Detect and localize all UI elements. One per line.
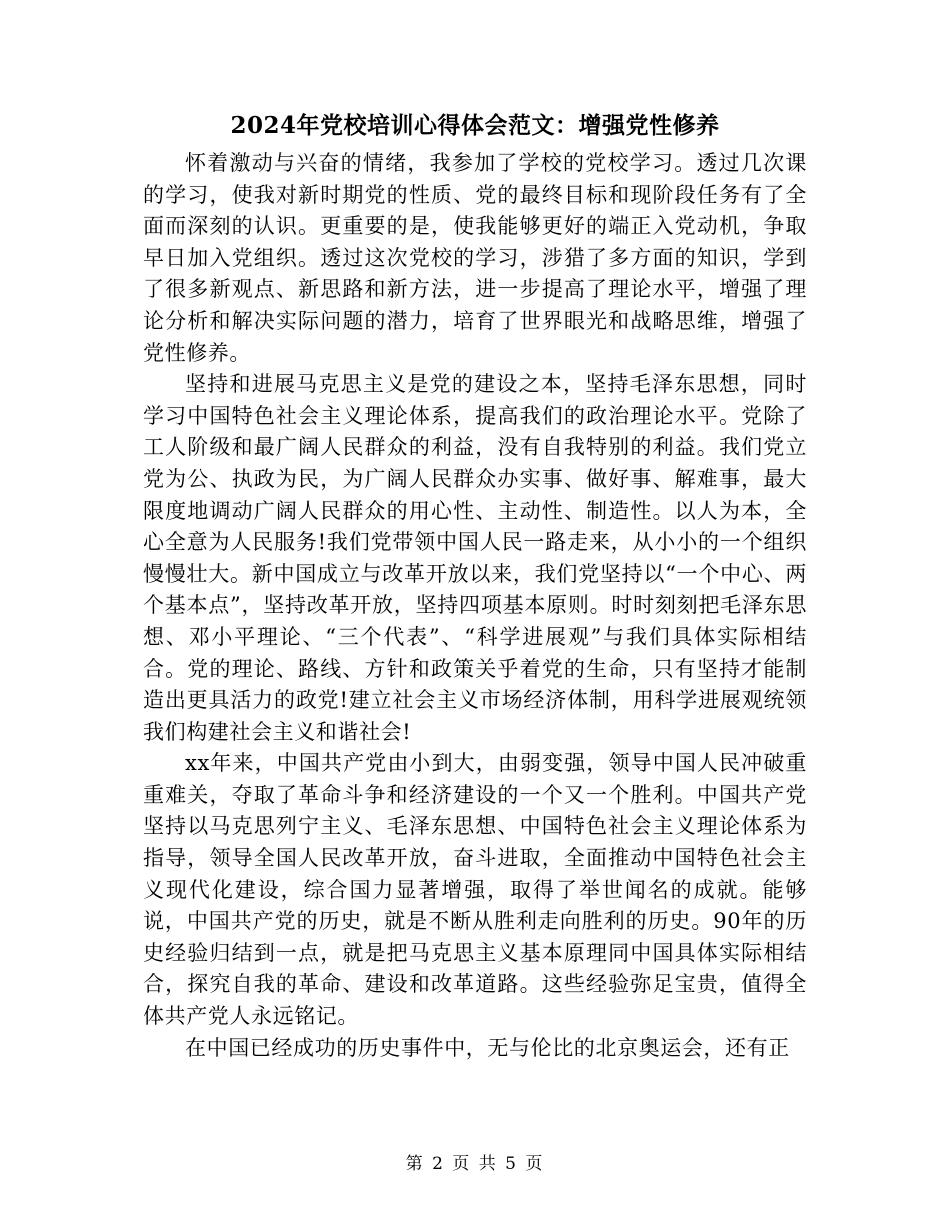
paragraph-4: 在中国已经成功的历史事件中，无与伦比的北京奥运会，还有正 <box>185 1035 790 1060</box>
document-title: 2024年党校培训心得体会范文：增强党性修养 <box>230 112 720 139</box>
paragraph-2: 坚持和进展马克思主义是党的建设之本，坚持毛泽东思想，同时学习中国特色社会主义理论体系，提高我们的政治理论水平。党除了工人阶级和最广阔人民群众的利益，没有自我特别的利益。我们党立党为公、执政为民，为广阔人民群众办实事、做好事、解难事，最大限度地调动广阔人民群众的用心性、主动性、制造性。以人为本，全心全意为人民服务!我们党带领中国人民一路走来，从小小的一个组织慢慢壮大。新中国成立与改革开放以来，我们党坚持以“一个中心、两个基本点”，坚持改革开放，坚持四项基本原则。时时刻刻把毛泽东思想、邓小平理论、“三个代表”、“科学进展观”与我们具体实际相结合。党的理论、路线、方针和政策关乎着党的生命，只有坚持才能制造出更具活力的政党!建立社会主义市场经济体制，用科学进展观统领我们构建社会主义和谐社会! <box>143 372 807 744</box>
paragraph-3: xx年来，中国共产党由小到大，由弱变强，领导中国人民冲破重重难关，夺取了革命斗争和经济建设的一个又一个胜利。中国共产党坚持以马克思列宁主义、毛泽东思想、中国特色社会主义理论体系为指导，领导全国人民改革开放，奋斗进取，全面推动中国特色社会主义现代化建设，综合国力显著增强，取得了举世闻名的成就。能够说，中国共产党的历史，就是不断从胜利走向胜利的历史。90年的历史经验归结到一点，就是把马克思主义基本原理同中国具体实际相结合，探究自我的革命、建设和改革道路。这些经验弥足宝贵，值得全体共产党人永远铭记。 <box>143 751 807 1029</box>
paragraph-1: 怀着激动与兴奋的情绪，我参加了学校的党校学习。透过几次课的学习，使我对新时期党的性质、党的最终目标和现阶段任务有了全面而深刻的认识。更重要的是，使我能够更好的端正入党动机，争取早日加入党组织。透过这次党校的学习，涉猎了多方面的知识，学到了很多新观点、新思路和新方法，进一步提高了理论水平，增强了理论分析和解决实际问题的潜力，培育了世界眼光和战略思维，增强了党性修养。 <box>143 151 807 365</box>
document-body <box>143 148 807 1064</box>
page-number-footer: 第 2 页 共 5 页 <box>405 1154 545 1174</box>
